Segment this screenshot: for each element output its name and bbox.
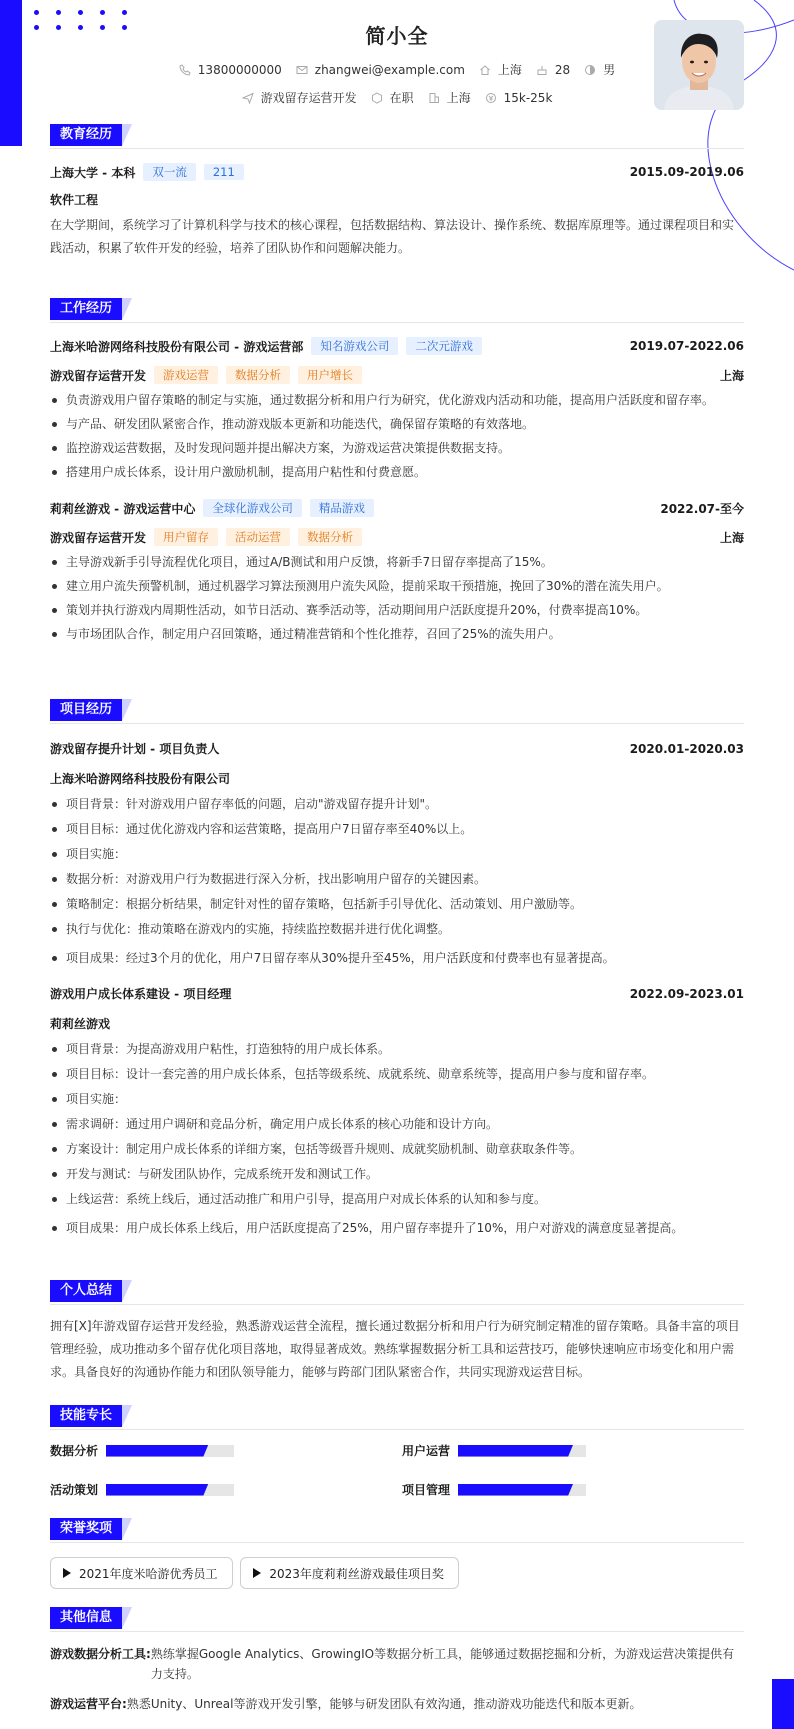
gender-value: 男 <box>603 63 616 77</box>
work-bullets <box>50 392 744 481</box>
summary-section <box>50 1280 744 1384</box>
award-label: 2023年度莉莉丝游戏最佳项目奖 <box>269 1566 444 1581</box>
city-info <box>479 61 522 78</box>
work-header-left <box>50 337 482 355</box>
list-item: 执行与优化：推动策略在游戏内的实施，持续监控数据并进行优化调整。 <box>50 921 744 938</box>
list-item: 项目背景：为提高游戏用户粘性，打造独特的用户成长体系。 <box>50 1041 744 1058</box>
skill-bar-fill <box>106 1445 208 1457</box>
role-tag: 用户留存 <box>154 528 218 546</box>
education-description: 在大学期间，系统学习了计算机科学与技术的核心课程，包括数据结构、算法设计、操作系统、数据库原理等。通过课程项目和实践活动，积累了软件开发的经验，培养了团队协作和问题解决能力。 <box>50 218 735 255</box>
skill-name: 项目管理 <box>402 1483 451 1497</box>
project-org: 上海米哈游网络科技股份有限公司 <box>50 772 231 786</box>
skill-item <box>402 1481 744 1498</box>
role-tag: 数据分析 <box>298 528 362 546</box>
work-role-row <box>50 528 744 546</box>
list-item: 上线运营：系统上线后，通过活动推广和用户引导，提高用户对成长体系的认知和参与度。 <box>50 1191 744 1208</box>
work-role-left <box>50 366 362 384</box>
right-accent-bar <box>772 1679 794 1729</box>
skills-title-bar <box>50 1405 744 1430</box>
list-item: 项目实施： <box>50 1091 744 1108</box>
other-value: 熟练掌握Google Analytics、GrowingIO等数据分析工具，能够通过数据挖掘和分析，为游戏运营决策提供有力支持。 <box>150 1647 735 1681</box>
award-label: 2021年度米哈游优秀员工 <box>79 1566 218 1581</box>
other-title: 其他信息 <box>50 1607 122 1629</box>
list-item: 项目目标：设计一套完善的用户成长体系，包括等级系统、成就系统、勋章系统等，提高用户参与度和留存率。 <box>50 1066 744 1083</box>
list-item: 项目成果：经过3个月的优化，用户7日留存率从30%提升至45%，用户活跃度和付费率也有显著提高。 <box>50 950 744 967</box>
role-tag: 活动运营 <box>226 528 290 546</box>
awards-list <box>50 1557 744 1589</box>
company-tag: 全球化游戏公司 <box>203 499 302 517</box>
project-bullets <box>50 1041 744 1237</box>
skill-bar <box>106 1445 234 1457</box>
skill-item <box>50 1442 402 1459</box>
work-period: 2022.07-至今 <box>660 501 744 516</box>
list-item: 项目成果：用户成长体系上线后，用户活跃度提高了25%，用户留存率提升了10%，用户对游戏的满意度显著提高。 <box>50 1220 744 1237</box>
status-info <box>371 89 414 106</box>
role-name: 游戏留存运营开发 <box>50 530 147 545</box>
target-city-value: 上海 <box>446 91 471 105</box>
email-info <box>296 63 465 77</box>
salary-value: 15k-25k <box>503 90 553 105</box>
role-tag: 用户增长 <box>298 366 362 384</box>
building-icon <box>428 92 440 104</box>
role-tag: 游戏运营 <box>154 366 218 384</box>
list-item: 数据分析：对游戏用户行为数据进行深入分析，找出影响用户留存的关键因素。 <box>50 871 744 888</box>
skill-bar <box>458 1445 586 1457</box>
cake-icon <box>536 64 548 76</box>
work-role-row <box>50 366 744 384</box>
education-tag: 211 <box>204 164 244 180</box>
work-period: 2019.07-2022.06 <box>629 339 744 353</box>
skill-bar <box>458 1484 586 1496</box>
projects-section <box>50 699 744 1237</box>
education-header-left <box>50 163 244 181</box>
company-tag: 精品游戏 <box>310 499 374 517</box>
skills-section <box>50 1405 744 1498</box>
award-item <box>50 1557 233 1589</box>
project-title: 游戏留存提升计划 - 项目负责人 <box>50 742 220 756</box>
project-bullets <box>50 796 744 967</box>
role-name: 游戏留存运营开发 <box>50 368 147 383</box>
age-value: 28 <box>554 62 571 77</box>
company-tag: 知名游戏公司 <box>311 337 398 355</box>
project-title: 游戏用户成长体系建设 - 项目经理 <box>50 987 232 1001</box>
salary-info <box>485 91 553 105</box>
status-icon <box>371 92 383 104</box>
home-icon <box>479 64 491 76</box>
mail-icon <box>296 64 308 76</box>
other-title-bar <box>50 1607 744 1632</box>
awards-section <box>50 1518 744 1589</box>
project-header <box>50 740 744 757</box>
phone-icon <box>179 64 191 76</box>
skill-bar-fill <box>458 1484 573 1496</box>
skill-bar <box>106 1484 234 1496</box>
work-header-left <box>50 499 374 517</box>
skill-name: 数据分析 <box>50 1444 99 1458</box>
list-item: 监控游戏运营数据，及时发现问题并提出解决方案，为游戏运营决策提供数据支持。 <box>50 440 744 457</box>
company-name: 莉莉丝游戏 - 游戏运营中心 <box>50 501 196 516</box>
gender-icon <box>584 64 596 76</box>
other-key: 游戏数据分析工具: <box>50 1647 151 1661</box>
triangle-icon <box>253 1568 261 1578</box>
awards-title-bar <box>50 1518 744 1543</box>
company-name: 上海米哈游网络科技股份有限公司 - 游戏运营部 <box>50 339 304 354</box>
role-tag: 数据分析 <box>226 366 290 384</box>
list-item: 建立用户流失预警机制，通过机器学习算法预测用户流失风险，提前采取干预措施，挽回了30%的潜在流失用户。 <box>50 578 744 595</box>
list-item: 与产品、研发团队紧密合作，推动游戏版本更新和功能迭代，确保留存策略的有效落地。 <box>50 416 744 433</box>
summary-text: 拥有[X]年游戏留存运营开发经验，熟悉游戏运营全流程，擅长通过数据分析和用户行为研究制定精准的留存策略。具备丰富的项目管理经验，成功推动多个留存优化项目落地，取得显著成效。熟练掌握数据分析工具和运营技巧，能够快速响应市场变化和用户需求。具备良好的沟通协作能力和团队领导能力，能够与跨部门团队紧密合作，共同实现游戏运营目标。 <box>50 1319 740 1379</box>
summary-title: 个人总结 <box>50 1280 122 1302</box>
work-section <box>50 298 744 643</box>
age-info <box>536 63 570 77</box>
list-item: 项目实施： <box>50 846 744 863</box>
work-city: 上海 <box>719 368 744 383</box>
summary-title-bar <box>50 1280 744 1305</box>
other-item <box>50 1694 744 1714</box>
education-header <box>50 163 744 181</box>
other-section <box>50 1607 744 1714</box>
list-item: 主导游戏新手引导流程优化项目，通过A/B测试和用户反馈，将新手7日留存率提高了15%。 <box>50 554 744 571</box>
other-item <box>50 1644 744 1684</box>
list-item: 负责游戏用户留存策略的制定与实施，通过数据分析和用户行为研究，优化游戏内活动和功能，提高用户活跃度和留存率。 <box>50 392 744 409</box>
other-key: 游戏运营平台: <box>50 1697 127 1711</box>
skills-title: 技能专长 <box>50 1405 122 1427</box>
project-header <box>50 985 744 1002</box>
list-item: 策略制定：根据分析结果，制定针对性的留存策略，包括新手引导优化、活动策划、用户激励等。 <box>50 896 744 913</box>
money-icon <box>485 92 497 104</box>
education-section <box>50 124 744 260</box>
job-target-value: 游戏留存运营开发 <box>260 91 357 105</box>
candidate-name: 简小全 <box>365 24 429 48</box>
work-header <box>50 337 744 355</box>
work-title: 工作经历 <box>50 298 122 320</box>
project-period: 2022.09-2023.01 <box>629 986 744 1001</box>
other-value: 熟悉Unity、Unreal等游戏开发引擎，能够与研发团队有效沟通，推动游戏功能迭代和版本更新。 <box>126 1697 642 1711</box>
phone-info <box>179 63 282 77</box>
skill-item <box>50 1481 402 1498</box>
education-period: 2015.09-2019.06 <box>629 165 744 179</box>
triangle-icon <box>63 1568 71 1578</box>
work-role-left <box>50 528 362 546</box>
gender-info <box>584 61 615 78</box>
skill-name: 用户运营 <box>402 1444 451 1458</box>
projects-title: 项目经历 <box>50 699 122 721</box>
target-city-info <box>428 89 471 106</box>
project-org: 莉莉丝游戏 <box>50 1017 111 1031</box>
company-tag: 二次元游戏 <box>406 337 482 355</box>
school-name: 上海大学 - 本科 <box>50 165 136 180</box>
projects-title-bar <box>50 699 744 724</box>
list-item: 开发与测试：与研发团队协作，完成系统开发和测试工作。 <box>50 1166 744 1183</box>
education-tag: 双一流 <box>143 163 196 181</box>
skills-grid <box>50 1442 744 1498</box>
work-header <box>50 499 744 517</box>
list-item: 方案设计：制定用户成长体系的详细方案，包括等级晋升规则、成就奖励机制、勋章获取条件等。 <box>50 1141 744 1158</box>
send-icon <box>242 92 254 104</box>
list-item: 项目背景：针对游戏用户留存率低的问题，启动"游戏留存提升计划"。 <box>50 796 744 813</box>
education-title: 教育经历 <box>50 124 122 146</box>
list-item: 搭建用户成长体系，设计用户激励机制，提高用户粘性和付费意愿。 <box>50 464 744 481</box>
skill-item <box>402 1442 744 1459</box>
profile-photo <box>654 20 744 110</box>
major: 软件工程 <box>50 193 99 207</box>
list-item: 与市场团队合作，制定用户召回策略，通过精准营销和个性化推荐，召回了25%的流失用户。 <box>50 626 744 643</box>
project-period: 2020.01-2020.03 <box>629 741 744 756</box>
skill-bar-fill <box>106 1484 208 1496</box>
status-value: 在职 <box>389 91 414 105</box>
skill-bar-fill <box>458 1445 573 1457</box>
work-city: 上海 <box>719 530 744 545</box>
list-item: 需求调研：通过用户调研和竞品分析，确定用户成长体系的核心功能和设计方向。 <box>50 1116 744 1133</box>
award-item <box>240 1557 459 1589</box>
city-value: 上海 <box>497 63 522 77</box>
awards-title: 荣誉奖项 <box>50 1518 122 1540</box>
education-title-bar <box>50 124 744 149</box>
list-item: 策划并执行游戏内周期性活动，如节日活动、赛季活动等，活动期间用户活跃度提升20%，付费率提高10%。 <box>50 602 744 619</box>
job-target-info <box>242 89 357 106</box>
list-item: 项目目标：通过优化游戏内容和运营策略，提高用户7日留存率至40%以上。 <box>50 821 744 838</box>
skill-name: 活动策划 <box>50 1483 99 1497</box>
email-value[interactable]: zhangwei@example.com <box>314 62 465 77</box>
phone-value[interactable]: 13800000000 <box>197 62 282 77</box>
work-title-bar <box>50 298 744 323</box>
work-bullets <box>50 554 744 643</box>
